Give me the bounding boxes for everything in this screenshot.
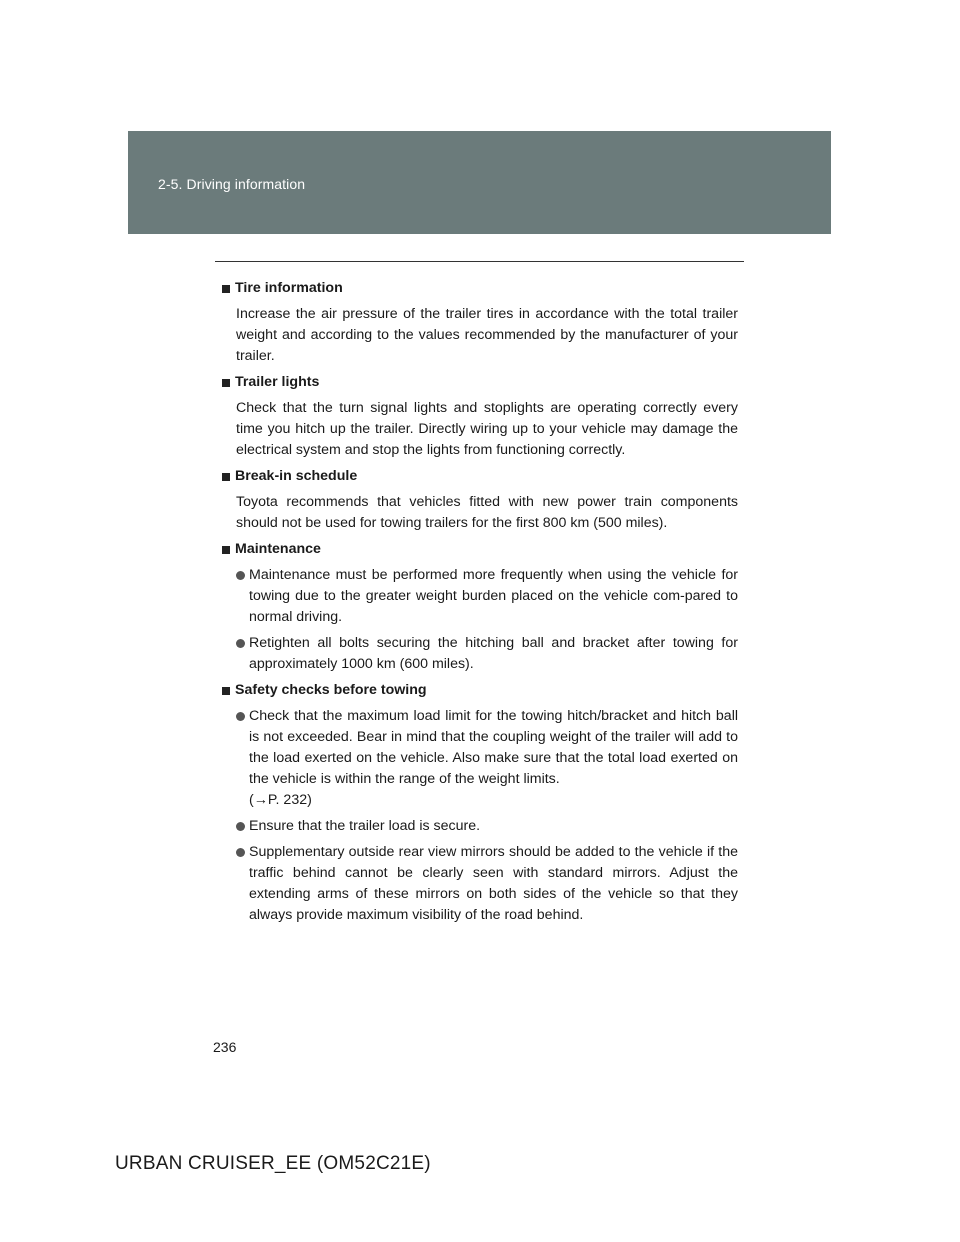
square-bullet-icon [222, 285, 230, 293]
circle-bullet-icon [236, 822, 245, 831]
section-body: Check that the turn signal lights and stoplights are operating correctly every time you hitch up the trailer. Directly wiring up to your vehicle may damage the electrical system and stop the lights from functioning correctly. [236, 400, 738, 458]
section-body: Toyota recommends that vehicles fitted with new power train components should not be used for towing trailers for the first 800 km (500 miles). [236, 494, 738, 531]
section-heading: Break-in schedule [222, 466, 738, 487]
square-bullet-icon [222, 546, 230, 554]
divider [215, 261, 744, 262]
section-heading: Tire information [222, 278, 738, 299]
section-title: 2-5. Driving information [158, 176, 306, 192]
section-safety-checks [222, 680, 738, 926]
circle-bullet-icon [236, 712, 245, 721]
list-item: Check that the maximum load limit for the towing hitch/bracket and hitch ball is not exceeded. Bear in mind that the coupling weight of the trailer will add to the load exerted on the vehicle. Also make sure that the total load exerted on the vehicle is within the range of the weight limits. (→P. 232) [222, 706, 738, 811]
list-item: Maintenance must be performed more frequently when using the vehicle for towing due to the greater weight burden placed on the vehicle com-pared to normal driving. [222, 565, 738, 628]
list-item: Ensure that the trailer load is secure. [222, 816, 738, 837]
footer-model-code: URBAN CRUISER_EE (OM52C21E) [115, 1153, 431, 1174]
section-body: Increase the air pressure of the trailer tires in accordance with the total trailer weight and according to the values recommended by the manufacturer of your trailer. [236, 306, 738, 364]
content [222, 278, 738, 931]
section-maintenance [222, 539, 738, 675]
circle-bullet-icon [236, 639, 245, 648]
square-bullet-icon [222, 687, 230, 695]
section-heading: Safety checks before towing [222, 680, 738, 701]
section-heading: Trailer lights [222, 372, 738, 393]
header-band [128, 131, 831, 234]
circle-bullet-icon [236, 571, 245, 580]
list-item: Retighten all bolts securing the hitching ball and bracket after towing for approximately 1000 km (600 miles). [222, 633, 738, 675]
section-heading: Maintenance [222, 539, 738, 560]
square-bullet-icon [222, 379, 230, 387]
list-item: Supplementary outside rear view mirrors should be added to the vehicle if the traffic behind cannot be clearly seen with standard mirrors. Adjust the extending arms of these mirrors on both sides of the vehicle so that they always provide maximum visibility of the road behind. [222, 842, 738, 926]
page-number: 236 [213, 1039, 237, 1055]
circle-bullet-icon [236, 848, 245, 857]
page-reference: (→P. 232) [249, 792, 312, 808]
square-bullet-icon [222, 473, 230, 481]
section-tire-information [222, 278, 738, 367]
section-trailer-lights [222, 372, 738, 461]
section-break-in-schedule [222, 466, 738, 534]
